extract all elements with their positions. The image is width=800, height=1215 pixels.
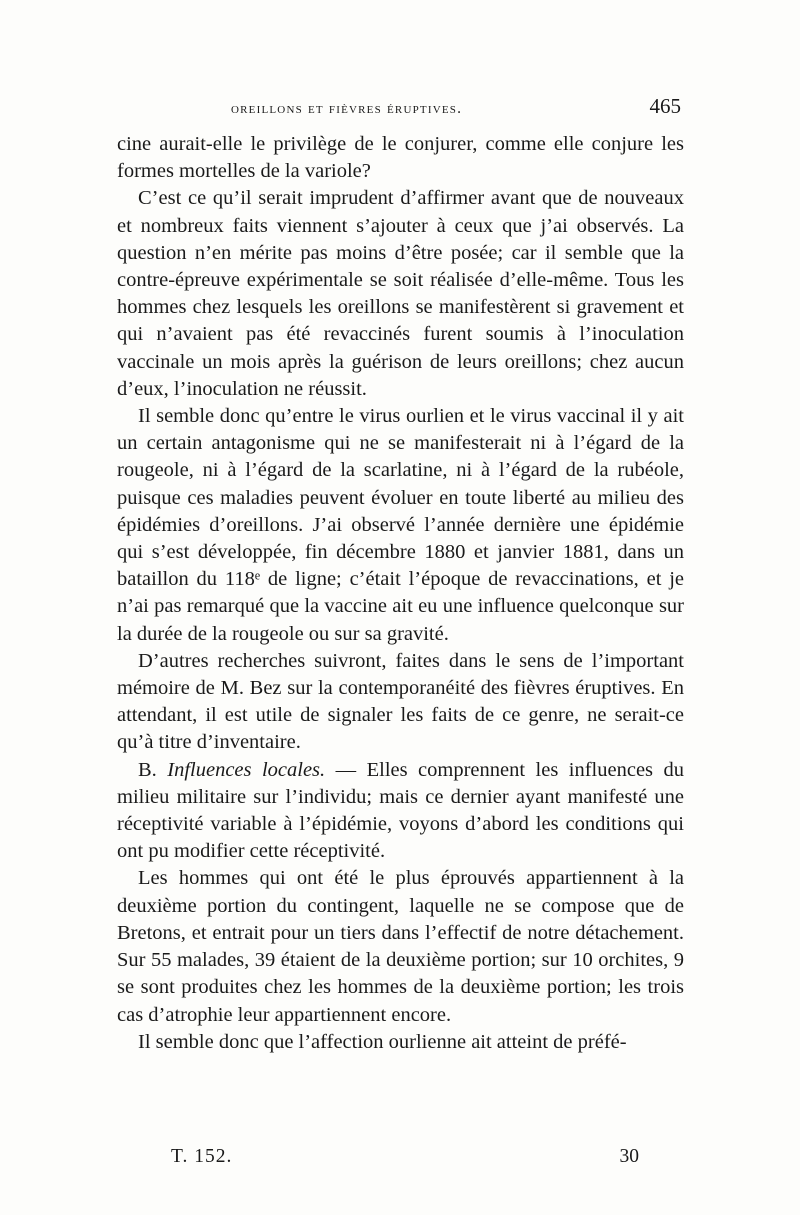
paragraph-continuation: cine aurait-elle le privilège de le conjurer, comme elle conjure les formes mortelles de la variole? xyxy=(117,133,684,183)
printer-signature: T. 152. xyxy=(171,1146,233,1167)
paragraph: D’autres recherches suivront, faites dans le sens de l’important mémoire de M. Bez sur la contemporanéité des fièvres éruptives. En attendant, il est utile de signaler les faits de ce genre, ne serait-ce qu’à titre d’inventaire. xyxy=(117,649,684,754)
paragraph: Il semble donc qu’entre le virus ourlien et le virus vaccinal il y ait un certain antagonisme qui ne se manifesterait ni à l’égard de la rougeole, ni à l’égard de la scarlatine, ni à l’égard de la rubéole, puisque ces maladies peuvent évoluer en toute liberté au milieu des épidémies d’oreillons. J’ai observé l’année dernière une épidémie qui s’est développée, fin décembre 1880 et janvier 1881, dans un bataillon du 118ᵉ de ligne; c’était l’époque de revaccinations, et je n’ai pas remarqué que la vaccine ait eu une influence quelconque sur la durée de la rougeole ou sur sa gravité. xyxy=(117,405,684,645)
page-header xyxy=(117,94,683,124)
paragraph-last: Il semble donc que l’affection ourlienne ait atteint de préfé- xyxy=(138,1030,627,1053)
paragraph: C’est ce qu’il serait imprudent d’affirmer avant que de nouveaux et nombreux faits viennent s’ajouter à ceux que j’ai observés. La question n’en mérite pas moins d’être posée; car il semble que la contre-épreuve expérimentale se soit réalisée d’elle-même. Tous les hommes chez lesquels les oreillons se manifestèrent si gravement et qui n’avaient pas été revaccinés furent soumis à l’inoculation vaccinale un mois après la guérison de leurs oreillons; chez aucun d’eux, l’inoculation ne réussit. xyxy=(117,187,684,400)
page-footer xyxy=(117,1146,683,1176)
paragraph: Les hommes qui ont été le plus éprouvés appartiennent à la deuxième portion du contingent, laquelle ne se compose que de Bretons, et entrait pour un tiers dans l’effectif de notre détachement. Sur 55 malades, 39 étaient de la deuxième portion; sur 10 orchites, 9 se sont produites chez les hommes de la deuxième portion; les trois cas d’atrophie leur appartiennent encore. xyxy=(117,867,684,1026)
section-label: B. xyxy=(138,758,168,781)
paragraph-section-b xyxy=(117,757,684,866)
section-text: — Elles comprennent les influences du milieu militaire sur l’individu; mais ce dernier ayant manifesté une réceptivité variable à l’épidémie, voyons d’abord les conditions qui ont pu modifier cette réceptivité. xyxy=(117,758,684,863)
sheet-number: 30 xyxy=(619,1146,639,1167)
section-heading: Influences locales. xyxy=(167,758,326,781)
running-title: oreillons et fièvres éruptives. xyxy=(231,100,463,117)
page-number: 465 xyxy=(649,94,681,118)
body-text xyxy=(117,131,684,1056)
